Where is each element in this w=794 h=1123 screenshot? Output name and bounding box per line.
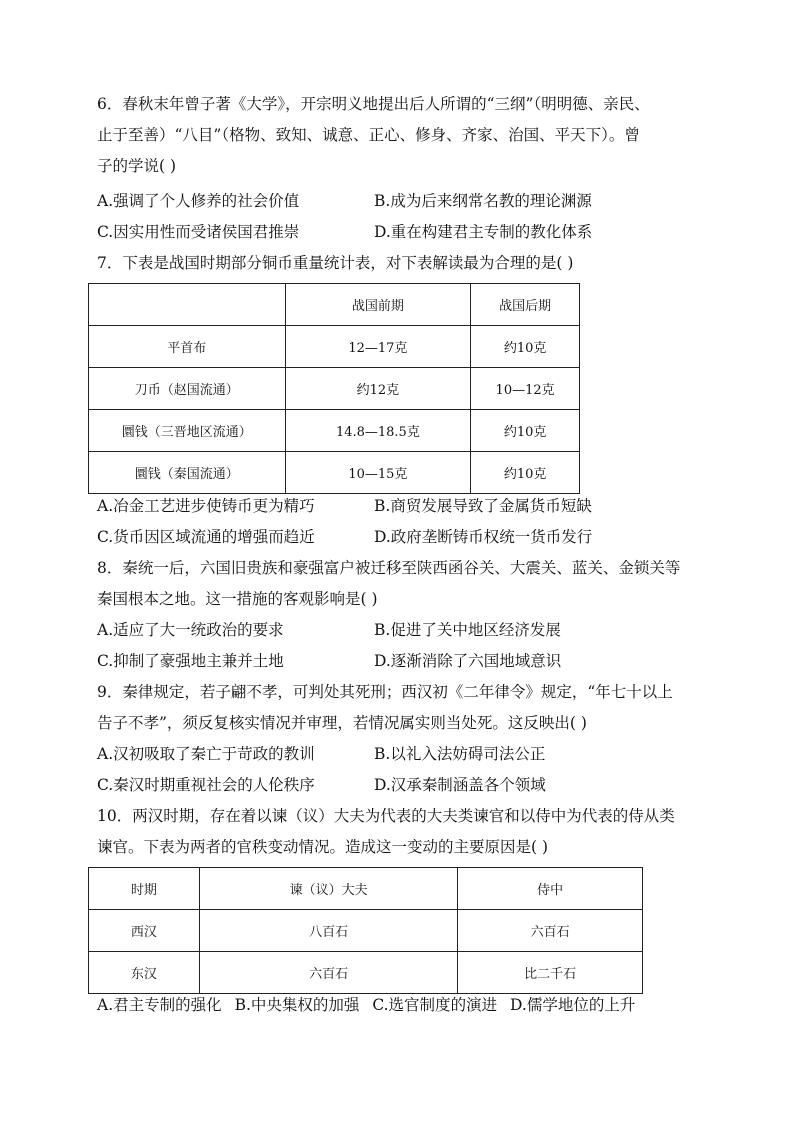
table-cell: 六百石	[199, 952, 458, 994]
question-8-options	[97, 615, 717, 677]
question-10-option-c[interactable]: C.选官制度的演进	[372, 996, 498, 1014]
table-row	[89, 910, 643, 952]
question-6-option-c[interactable]: C.因实用性而受诸侯国君推崇	[97, 223, 300, 241]
question-9-stem-line: 告子不孝”，须反复核实情况并审理，若情况属实则当处死。这反映出( )	[97, 714, 587, 732]
question-9-option-a[interactable]: A.汉初吸取了秦亡于苛政的教训	[97, 745, 315, 763]
table-cell: 西汉	[89, 910, 200, 952]
table-header-row	[89, 284, 580, 326]
question-7-option-b[interactable]: B.商贸发展导致了金属货币短缺	[374, 497, 592, 515]
question-6-stem-line: 6．春秋末年曾子著《大学》，开宗明义地提出后人所谓的“三纲”（明明德、亲民、	[97, 95, 650, 113]
question-8-option-d[interactable]: D.逐渐消除了六国地域意识	[374, 652, 562, 670]
table-cell: 约10克	[471, 410, 580, 452]
question-8-stem-line: 8．秦统一后，六国旧贵族和豪强富户被迁移至陕西函谷关、大震关、蓝关、金锁关等	[97, 559, 681, 577]
table-cell: 比二千石	[458, 952, 643, 994]
question-10-stem-line: 10．两汉时期，存在着以谏（议）大夫为代表的大夫类谏官和以侍中为代表的侍从类	[97, 807, 675, 825]
table-header-row	[89, 868, 643, 910]
question-8	[97, 553, 702, 615]
question-9-option-b[interactable]: B.以礼入法妨碍司法公正	[374, 745, 546, 763]
table-cell: 约12克	[285, 368, 471, 410]
table-header-cell: 侍中	[458, 868, 643, 910]
table-row	[89, 410, 580, 452]
table-cell: 10—15克	[285, 452, 471, 494]
table-row	[89, 368, 580, 410]
question-9-stem-line: 9．秦律规定，若子翩不孝，可判处其死刑；西汉初《二年律令》规定，“年七十以上	[97, 683, 673, 701]
question-10-option-b[interactable]: B.中央集权的加强	[234, 996, 360, 1014]
question-6-stem-line: 止于至善）“八目”（格物、致知、诚意、正心、修身、齐家、治国、平天下）。曾	[97, 126, 640, 144]
table-cell: 10—12克	[471, 368, 580, 410]
table-cell: 圜钱（三晋地区流通）	[89, 410, 286, 452]
table-row	[89, 452, 580, 494]
question-9-option-d[interactable]: D.汉承秦制涵盖各个领域	[374, 776, 546, 794]
table-cell: 平首布	[89, 326, 286, 368]
question-10-table	[88, 867, 643, 994]
table-cell: 刀币（赵国流通）	[89, 368, 286, 410]
question-7-table	[88, 283, 580, 494]
question-9	[97, 677, 702, 739]
table-cell: 12—17克	[285, 326, 471, 368]
table-cell: 八百石	[199, 910, 458, 952]
table-header-cell: 战国前期	[285, 284, 471, 326]
question-7-option-a[interactable]: A.冶金工艺进步使铸币更为精巧	[97, 497, 315, 515]
question-8-option-a[interactable]: A.适应了大一统政治的要求	[97, 621, 284, 639]
question-8-stem-line: 秦国根本之地。这一措施的客观影响是( )	[97, 590, 378, 608]
table-cell: 约10克	[471, 452, 580, 494]
table-row	[89, 952, 643, 994]
table-cell: 约10克	[471, 326, 580, 368]
question-6-option-d[interactable]: D.重在构建君主专制的教化体系	[374, 223, 593, 241]
table-cell: 圜钱（秦国流通）	[89, 452, 286, 494]
question-7	[97, 248, 702, 279]
table-cell: 14.8—18.5克	[285, 410, 471, 452]
table-header-cell: 时期	[89, 868, 200, 910]
question-8-option-b[interactable]: B.促进了关中地区经济发展	[374, 621, 561, 639]
question-8-option-c[interactable]: C.抑制了豪强地主兼并土地	[97, 652, 284, 670]
question-6-option-b[interactable]: B.成为后来纲常名教的理论渊源	[374, 192, 592, 210]
question-6-option-a[interactable]: A.强调了个人修养的社会价值	[97, 192, 300, 210]
question-6-stem-line: 子的学说( )	[97, 157, 177, 175]
question-7-stem-line: 7．下表是战国时期部分铜币重量统计表，对下表解读最为合理的是( )	[97, 254, 574, 272]
question-7-options	[97, 491, 717, 553]
question-10-option-d[interactable]: D.儒学地位的上升	[510, 996, 636, 1014]
table-header-cell: 谏（议）大夫	[199, 868, 458, 910]
question-10-options	[97, 990, 643, 1021]
question-10-option-a[interactable]: A.君主专制的强化	[97, 996, 222, 1014]
table-header-cell: 战国后期	[471, 284, 580, 326]
question-6-options	[97, 186, 717, 248]
question-6	[97, 89, 702, 182]
question-9-option-c[interactable]: C.秦汉时期重视社会的人伦秩序	[97, 776, 315, 794]
question-7-option-d[interactable]: D.政府垄断铸币权统一货币发行	[374, 528, 593, 546]
table-cell: 六百石	[458, 910, 643, 952]
question-9-options	[97, 739, 717, 801]
table-cell: 东汉	[89, 952, 200, 994]
table-row	[89, 326, 580, 368]
table-header-cell	[89, 284, 286, 326]
question-10	[97, 801, 702, 863]
question-10-stem-line: 谏官。下表为两者的官秩变动情况。造成这一变动的主要原因是( )	[97, 838, 549, 856]
question-7-option-c[interactable]: C.货币因区域流通的增强而趋近	[97, 528, 315, 546]
